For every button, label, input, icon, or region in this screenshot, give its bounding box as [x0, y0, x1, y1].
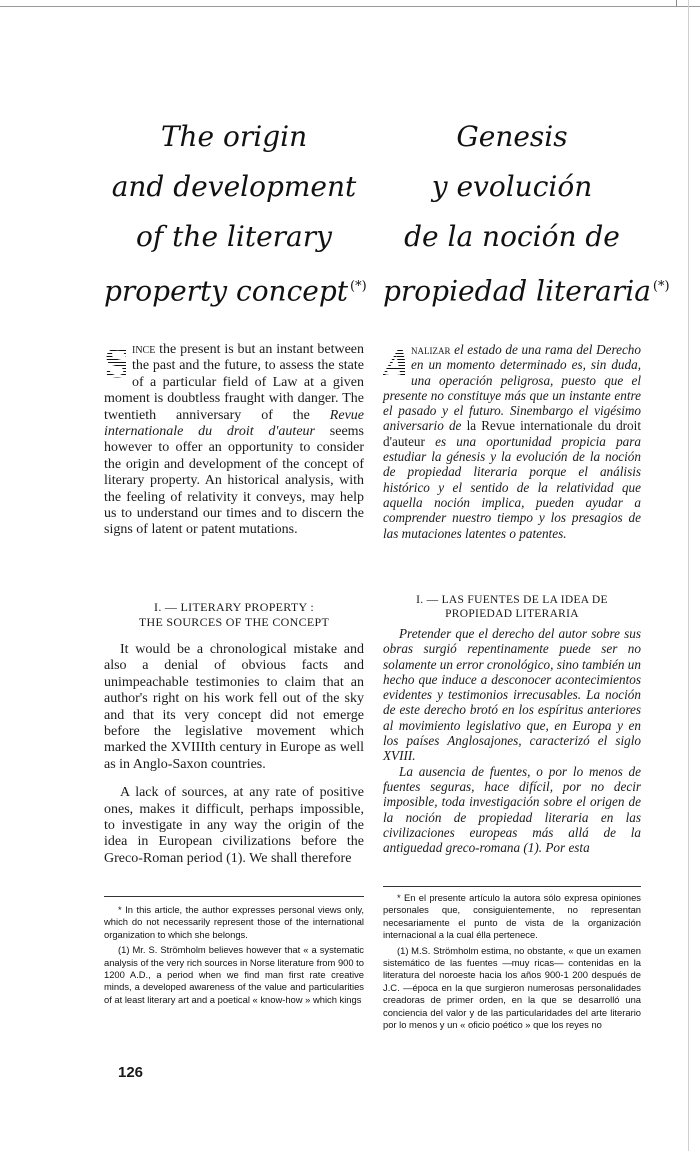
spanish-title-note-mark: (*) [652, 279, 670, 294]
english-dropcap: S [104, 341, 132, 386]
edge-mark [676, 0, 677, 6]
spanish-title-line: Genesis [456, 120, 568, 153]
english-title [104, 112, 367, 316]
english-heading-line2: THE SOURCES OF THE CONCEPT [138, 615, 330, 629]
spanish-title [383, 112, 670, 316]
english-title-line: The origin [160, 120, 308, 153]
english-paragraph-2: A lack of sources, at any rate of positive ones, makes it difficult, perhaps impossible, to investigate in any way the origin of the idea in European civilizations before the Greco-Roman period (1). We shall therefore [104, 785, 364, 866]
english-body [104, 642, 364, 867]
spanish-title-line: y evolución [431, 170, 593, 203]
spanish-body [383, 626, 641, 855]
english-intro-text: the present is but an instant between the past and the future, to assess the state of a particular field of Law at a given moment is doubtless fraught with danger. The twentieth anniversary of the [104, 342, 364, 423]
page-edge-rule [688, 0, 689, 1151]
spanish-section-heading [383, 593, 641, 621]
spanish-footnotes [383, 892, 641, 1031]
english-footnotes [104, 904, 364, 1006]
spanish-journal-title: la Revue internationale du droit d'auteur [383, 418, 641, 449]
english-paragraph-1: It would be a chronological mistake and also a denial of obvious facts and unimpeachable testimonies to claim that an author's right on his work fell out of the sky and that its very concept did not emerge before the legislative movement which marked the XVIIIth century in Europe as well as in Anglo-Saxon countries. [104, 642, 364, 772]
english-intro [104, 342, 364, 539]
english-heading-line1: I. — LITERARY PROPERTY : [154, 600, 314, 614]
english-title-note-mark: (*) [350, 279, 367, 294]
english-title-line-last [104, 262, 367, 316]
spanish-heading-line2: PROPIEDAD LITERARIA [445, 608, 579, 620]
english-footnote-rule [104, 896, 364, 897]
english-title-line: and development [111, 170, 357, 203]
english-intro-text-2: seems however to offer an opportunity to consider the origin and development of the concept of literary property. An historical analysis, with the feeling of relativity it conveys, may help us to understand our times and to discern the signs of latent or patent mutations. [104, 424, 364, 538]
spanish-title-line: propiedad literaria [383, 274, 651, 308]
spanish-dropcap: A [383, 341, 413, 386]
spanish-paragraph-1: Pretender que el derecho del autor sobre sus obras surgió repentinamente puede ser no solamente un error cronológico, sino también un hecho que induce a desconocer acontecimientos evidentes y testimonios irrecusables. La noción de este derecho brotó en los espíritus anteriores al movimiento legislativo que, en Europa y en los países Anglosajones, caracterizó el siglo XVIII. [383, 626, 641, 764]
spanish-intro [383, 342, 641, 541]
spanish-footnote-1: (1) M.S. Strömholm estima, no obstante, « que un examen sistemático de las fuentes —muy ricas— contenidas en la literatura del noroeste hacia los años 900-1 200 después de J.C. —época en la que surgieron numerosas personalidades creadoras de primer orden, en la que se desarrolló una conciencia del valor y de las particularidades del arte literario por lo menos y un « oficio poético » que los reyes no [383, 944, 641, 1031]
spanish-heading-line1: I. — LAS FUENTES DE LA IDEA DE [416, 594, 608, 606]
page-number: 126 [118, 1064, 144, 1081]
spanish-intro-text-2: es una oportunidad propicia para estudiar la génesis y la evolución de la noción de propiedad literaria porque el análisis histórico y el sentido de la relatividad que aquella noción implica, pueden ayudar a comprender nuestro tiempo y los presagios de las mutaciones latentes o patentes. [383, 433, 641, 541]
english-intro-lead: ince [132, 342, 156, 357]
english-title-line: property concept [104, 274, 349, 308]
english-title-line: of the literary [136, 220, 332, 253]
english-footnote-1: (1) Mr. S. Strömholm believes however that « a systematic analysis of the very rich sources in Norse literature from 900 to 1200 A.D., a period when we find man first rate creative minds, a developed awareness of the value and particularities of at least literary art and a poetical « know-how » which kings [104, 944, 365, 1005]
spanish-paragraph-2: La ausencia de fuentes, o por lo menos de fuentes seguras, hace difícil, por no decir imposible, toda investigación sobre el origen de la noción de propiedad literaria en las civilizaciones europeas más allá de la antiguedad greco-romana (1). Por esta [383, 763, 641, 856]
spanish-intro-text: el estado de una rama del Derecho en un momento determinado es, sin duda, una operación peligrosa, puesto que el presente no constituye más que un instante entre el pasado y el futuro. Sinembargo el vigésimo aniversario de [383, 342, 641, 434]
spanish-footnote-rule [383, 886, 641, 887]
spanish-footnote-star: * En el presente artículo la autora sólo expresa opiniones personales que, consiguientemente, no representan necesariamente el punto de vista de la organización internacional a la cual élla pertenece. [383, 892, 641, 941]
english-section-heading [104, 600, 364, 630]
spanish-title-line-last [383, 262, 670, 316]
journal-title: Revue internationale du droit d'auteur [104, 407, 364, 440]
spanish-intro-lead: nalizar [411, 342, 451, 357]
top-rule [0, 6, 700, 7]
spanish-title-line: de la noción de [404, 220, 620, 253]
english-footnote-star: * In this article, the author expresses personal views only, which do not necessarily represent those of the international organization to which she belongs. [104, 904, 364, 940]
